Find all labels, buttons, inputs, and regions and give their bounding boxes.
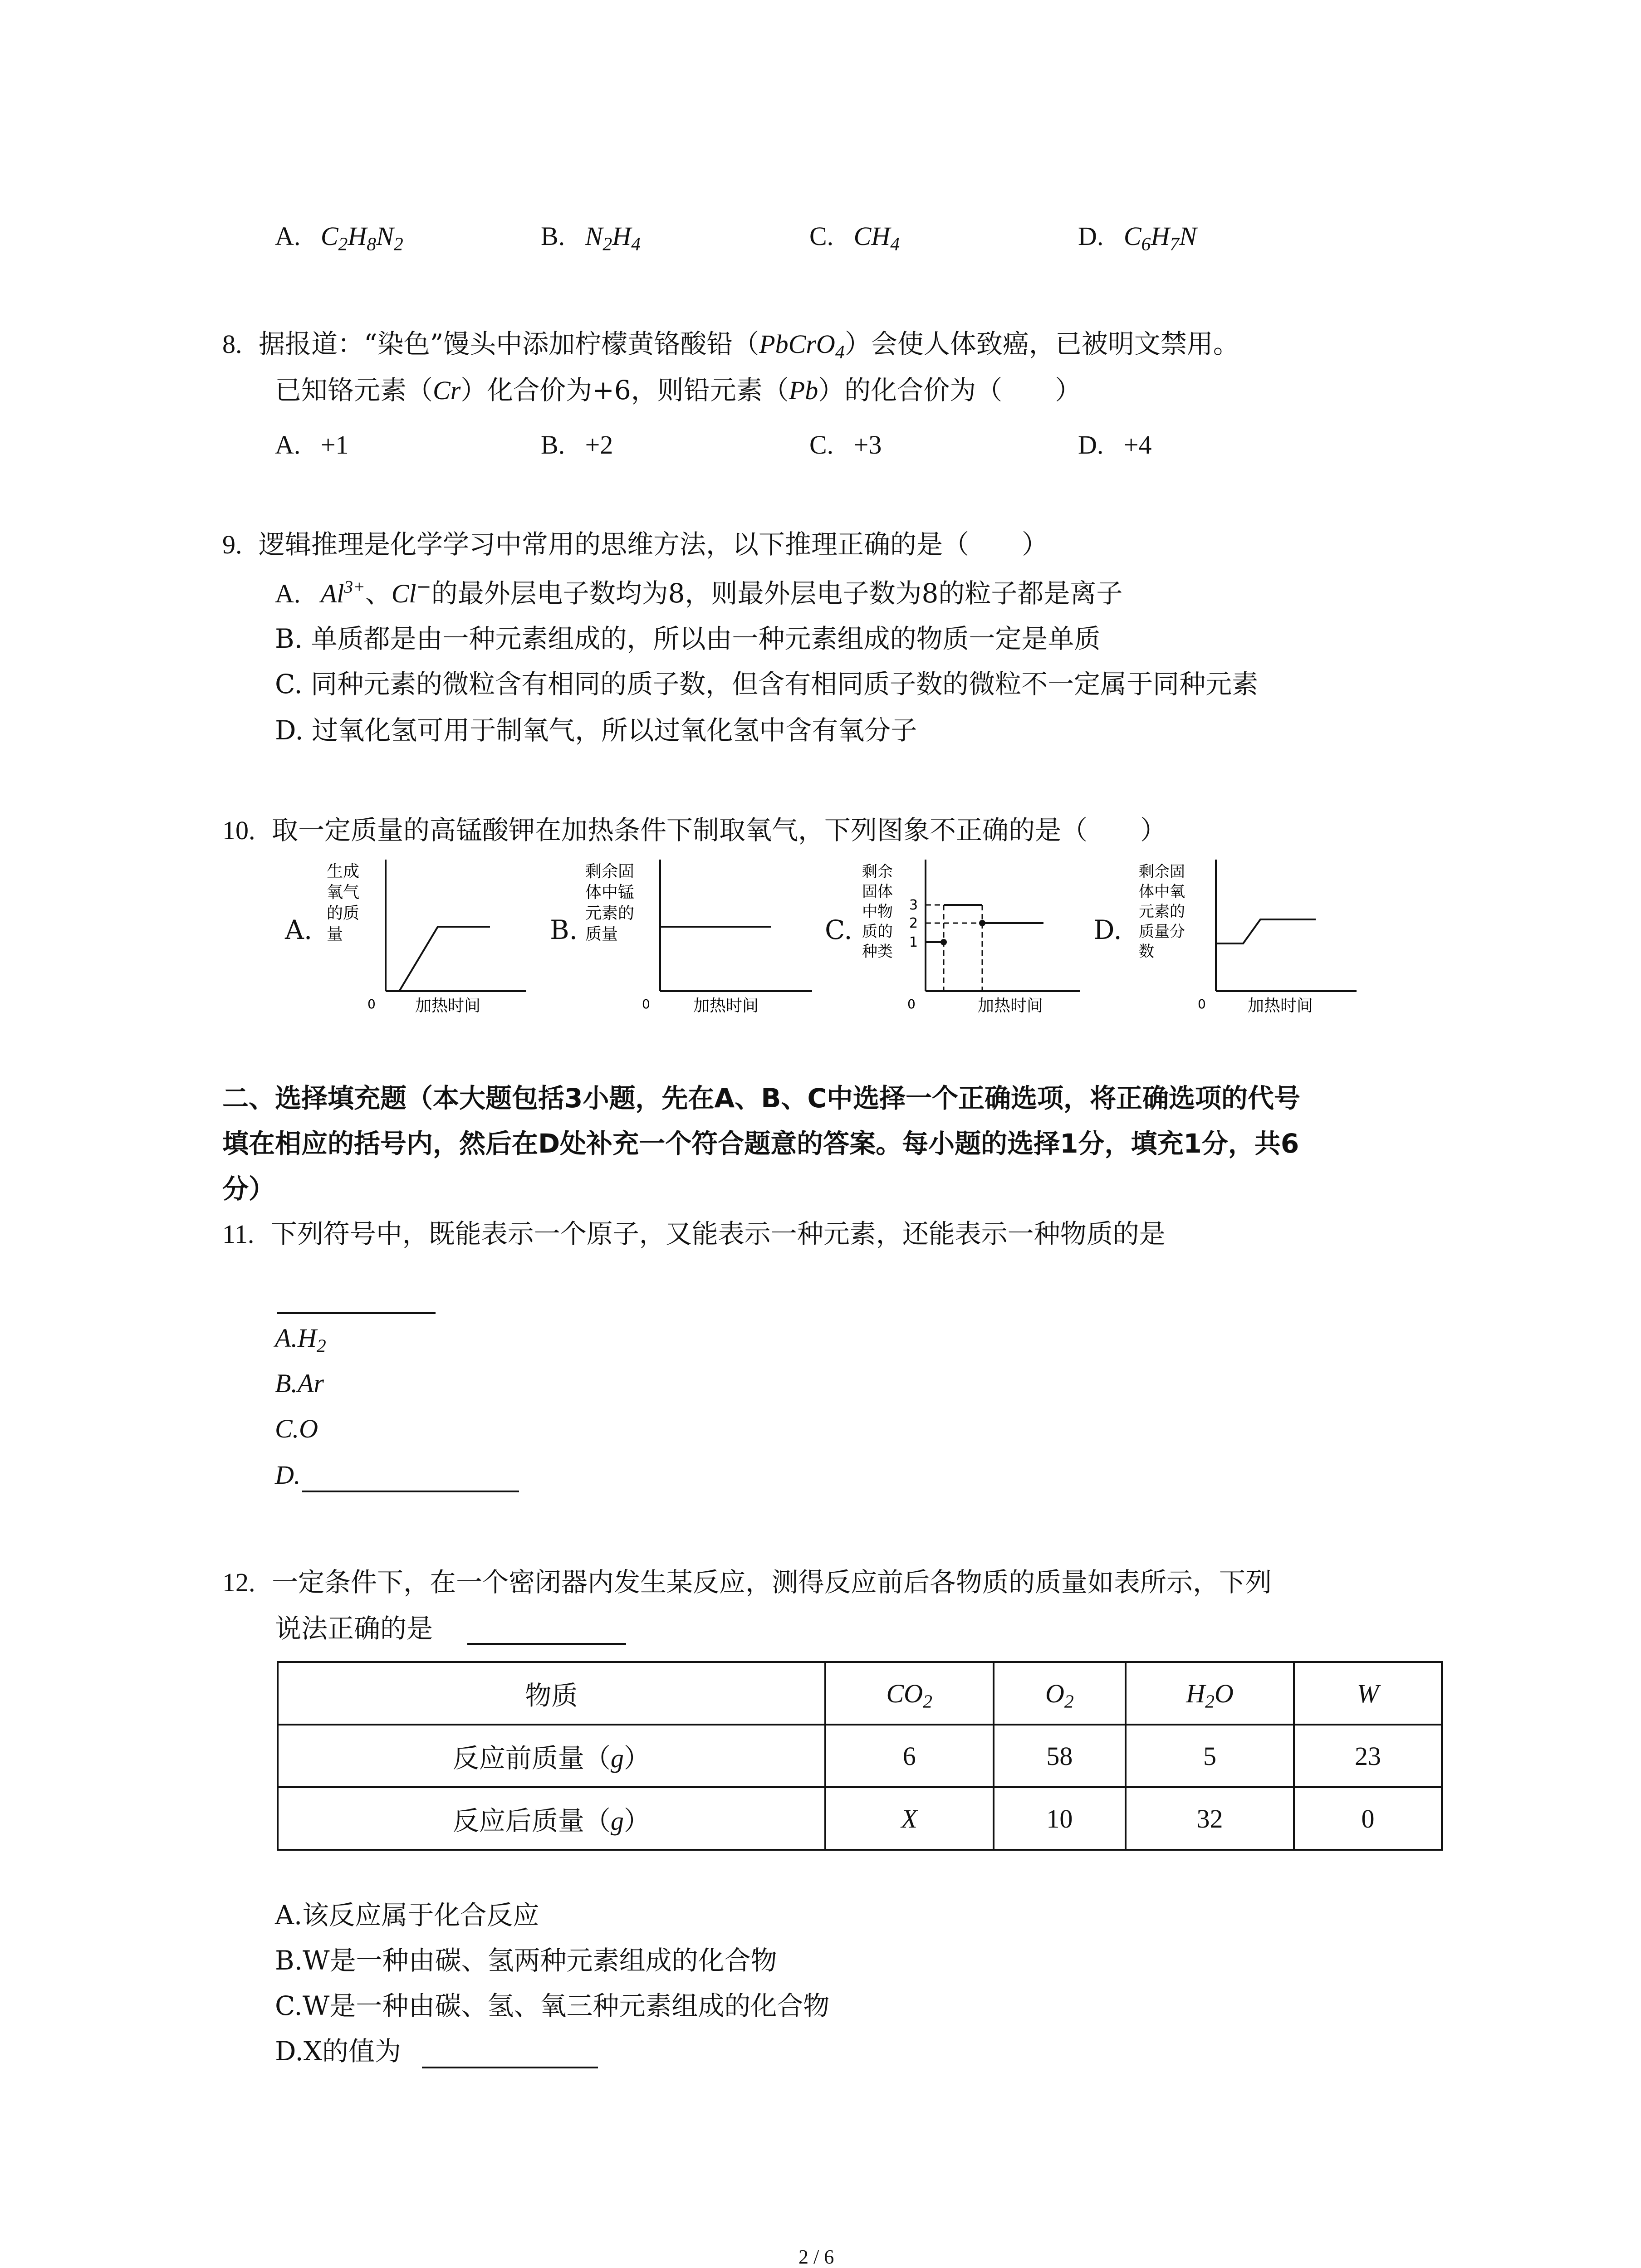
page-number: 2 / 6: [798, 2246, 834, 2268]
ylabel-line: 剩余固: [1139, 863, 1185, 881]
symbol-cr: Cr: [433, 376, 461, 405]
q12-line2: 说法正确的是: [275, 1613, 433, 1644]
q11-answer-blank[interactable]: [277, 1312, 436, 1314]
stem-text: 取一定质量的高锰酸钾在加热条件下制取氧气，下列图象不正确的是（ ）: [271, 815, 1166, 846]
q9-option-c: C. 同种元素的微粒含有相同的质子数，但含有相同质子数的微粒不一定属于同种元素: [275, 669, 1259, 699]
ylabel-line: 生成: [327, 862, 360, 881]
data-point: [979, 920, 985, 926]
stem-text: 已知铬元素（: [275, 375, 433, 406]
option-value: +1: [320, 430, 349, 459]
option-label: C.: [809, 221, 834, 251]
table-cell: 0: [1294, 1787, 1442, 1850]
xlabel: 加热时间: [415, 997, 481, 1015]
table-cell: X: [825, 1787, 994, 1850]
graph-d-label: D.: [1093, 914, 1122, 945]
q8-option-a: [275, 426, 349, 463]
q8-option-b: [541, 426, 613, 463]
table-cell: 58: [994, 1725, 1126, 1787]
section-2-heading-line2: 填在相应的括号内，然后在D处补充一个符合题意的答案。每小题的选择1分，填充1分，共6: [222, 1128, 1299, 1159]
q9-option-d: D. 过氧化氢可用于制氧气，所以过氧化氢中含有氧分子: [275, 715, 917, 746]
ylabel-line: 质的: [862, 923, 893, 941]
stem-text: ）会使人体致癌，已被明文禁用。: [844, 328, 1239, 359]
ylabel-line: 体中氧: [1139, 883, 1185, 901]
q7-option-c: [809, 218, 900, 254]
option-label: A.: [275, 579, 301, 608]
q7-option-d: [1078, 218, 1197, 254]
table-cell: 反应后质量（g）: [278, 1787, 825, 1850]
ylabel-line: 质量: [585, 925, 618, 943]
table-cell: 32: [1126, 1787, 1294, 1850]
origin-label: 0: [642, 997, 650, 1012]
option-label: D.: [1078, 430, 1104, 459]
q8-option-d: [1078, 426, 1152, 463]
graph-b-label: B.: [550, 914, 578, 945]
ylabel-line: 的质: [327, 904, 360, 923]
symbol-pb: Pb: [789, 376, 818, 405]
option-label: A.: [275, 221, 301, 251]
table-cell: W: [1294, 1662, 1442, 1725]
question-number: 8.: [222, 329, 242, 359]
origin-label: 0: [907, 997, 916, 1012]
stem-text: 下列符号中，既能表示一个原子，又能表示一种元素，还能表示一种物质的是: [270, 1218, 1166, 1249]
formula: $C_2H_8N_2$: [320, 221, 403, 255]
separator: 、: [365, 578, 392, 609]
table-cell: 反应前质量（g）: [278, 1725, 825, 1787]
table-cell: 10: [994, 1787, 1126, 1850]
option-label: B.: [541, 430, 565, 459]
xlabel: 加热时间: [1248, 997, 1313, 1015]
xlabel: 加热时间: [693, 997, 759, 1015]
table-cell: $CO_2$: [825, 1662, 994, 1725]
table-cell: 物质: [278, 1662, 825, 1725]
stem-text: 据报道：“染色”馒头中添加柠檬黄铬酸铅（: [258, 328, 759, 359]
charge: −: [416, 576, 431, 597]
section-2-heading-line3: 分）: [222, 1173, 275, 1204]
q11-stem: [222, 1216, 1166, 1252]
table-cell: 6: [825, 1725, 994, 1787]
q12-option-d-blank[interactable]: [422, 2067, 598, 2068]
question-number: 11.: [222, 1219, 255, 1249]
q10-stem: [222, 812, 1166, 849]
ylabel-line: 质量分: [1139, 923, 1185, 941]
ylabel-line: 氧气: [327, 883, 360, 902]
option-label: B.: [541, 221, 565, 251]
table-cell: 5: [1126, 1725, 1294, 1787]
q9-stem: [222, 526, 1048, 563]
q11-option-d-blank[interactable]: [302, 1491, 519, 1492]
ylabel-line: 剩余: [862, 863, 893, 881]
q12-option-c: C.W是一种由碳、氢、氧三种元素组成的化合物: [275, 1990, 830, 2021]
ylabel-line: 元素的: [1139, 903, 1185, 921]
xlabel: 加热时间: [978, 997, 1043, 1015]
ylabel-line: 量: [327, 925, 343, 943]
table-row: [278, 1725, 1442, 1787]
q7-option-b: [541, 218, 641, 254]
table-row: [278, 1787, 1442, 1850]
subscript: 2: [316, 1335, 326, 1357]
q12-option-d: D.X的值为: [275, 2036, 402, 2067]
q8-line2: [275, 372, 1081, 409]
ylabel-line: 剩余固: [585, 862, 635, 881]
formula: $N_2H_4$: [585, 221, 641, 255]
stem-text: 逻辑推理是化学学习中常用的思维方法，以下推理正确的是（ ）: [258, 529, 1048, 560]
section-2-heading-line1: 二、选择填充题（本大题包括3小题，先在A、B、C中选择一个正确选项，将正确选项的代号: [222, 1083, 1301, 1114]
option-text: 的最外层电子数均为8，则最外层电子数为8的粒子都是离子: [431, 578, 1123, 609]
question-number: 9.: [222, 530, 242, 559]
q12-option-a: A.该反应属于化合反应: [275, 1900, 539, 1931]
graph-b: [585, 855, 839, 1018]
ylabel-line: 固体: [862, 883, 893, 901]
graph-a: [318, 855, 544, 1018]
q12-line1: [222, 1564, 1272, 1601]
q8-line1: [222, 326, 1239, 362]
option-value: +4: [1123, 430, 1152, 459]
ylabel-line: 中物: [862, 903, 893, 921]
tick-label: 2: [909, 915, 918, 931]
graph-c: [862, 855, 1116, 1018]
q11-option-c: C.O: [275, 1414, 318, 1443]
ylabel-line: 数: [1139, 943, 1154, 961]
question-number: 10.: [222, 816, 255, 845]
question-number: 12.: [222, 1568, 255, 1597]
ylabel-line: 体中锰: [585, 883, 635, 902]
charge: 3+: [344, 577, 365, 597]
q12-mass-table: [277, 1661, 1443, 1851]
option-label: C.: [809, 430, 834, 459]
series-line: [1216, 919, 1316, 943]
table-header-row: [278, 1662, 1442, 1725]
q11-option-b: B.Ar: [275, 1369, 324, 1398]
q9-option-a: [275, 575, 1122, 612]
q9-option-b: B. 单质都是由一种元素组成的，所以由一种元素组成的物质一定是单质: [275, 623, 1101, 654]
graph-c-label: C.: [825, 914, 852, 945]
option-value: +3: [853, 430, 882, 459]
option-label: A.: [275, 430, 301, 459]
table-cell: 23: [1294, 1725, 1442, 1787]
q12-answer-blank[interactable]: [467, 1643, 626, 1645]
q8-option-c: [809, 426, 882, 463]
option-value: +2: [585, 430, 613, 459]
stem-text: ）的化合价为（ ）: [818, 375, 1082, 406]
tick-label: 3: [909, 897, 918, 913]
q7-option-a: [275, 218, 403, 254]
tick-label: 1: [909, 934, 918, 950]
graph-a-label: A.: [285, 914, 313, 945]
formula: PbCrO$_4$: [759, 329, 845, 363]
q11-option-a: [275, 1320, 326, 1356]
option-label: D.: [1078, 221, 1104, 251]
ylabel-line: 元素的: [585, 904, 635, 923]
q12-option-b: B.W是一种由碳、氢两种元素组成的化合物: [275, 1945, 777, 1976]
table-cell: $O_2$: [994, 1662, 1126, 1725]
option-text: A.H: [275, 1323, 317, 1353]
table-cell: $H_2O$: [1126, 1662, 1294, 1725]
formula: $CH_4$: [853, 221, 900, 255]
formula: $C_6H_7N$: [1123, 221, 1197, 255]
origin-label: 0: [1198, 997, 1206, 1012]
ion-al: Al: [320, 579, 344, 608]
origin-label: 0: [367, 997, 376, 1012]
data-point: [941, 939, 947, 945]
ylabel-line: 种类: [862, 943, 893, 961]
ion-cl: Cl: [391, 579, 416, 608]
stem-text: 一定条件下，在一个密闭器内发生某反应，测得反应前后各物质的质量如表所示，下列: [271, 1567, 1272, 1598]
graph-d: [1139, 855, 1375, 1018]
q11-option-d: D.: [275, 1460, 301, 1490]
stem-text: ）化合价为+6，则铅元素（: [460, 375, 789, 406]
series-line: [399, 927, 490, 991]
